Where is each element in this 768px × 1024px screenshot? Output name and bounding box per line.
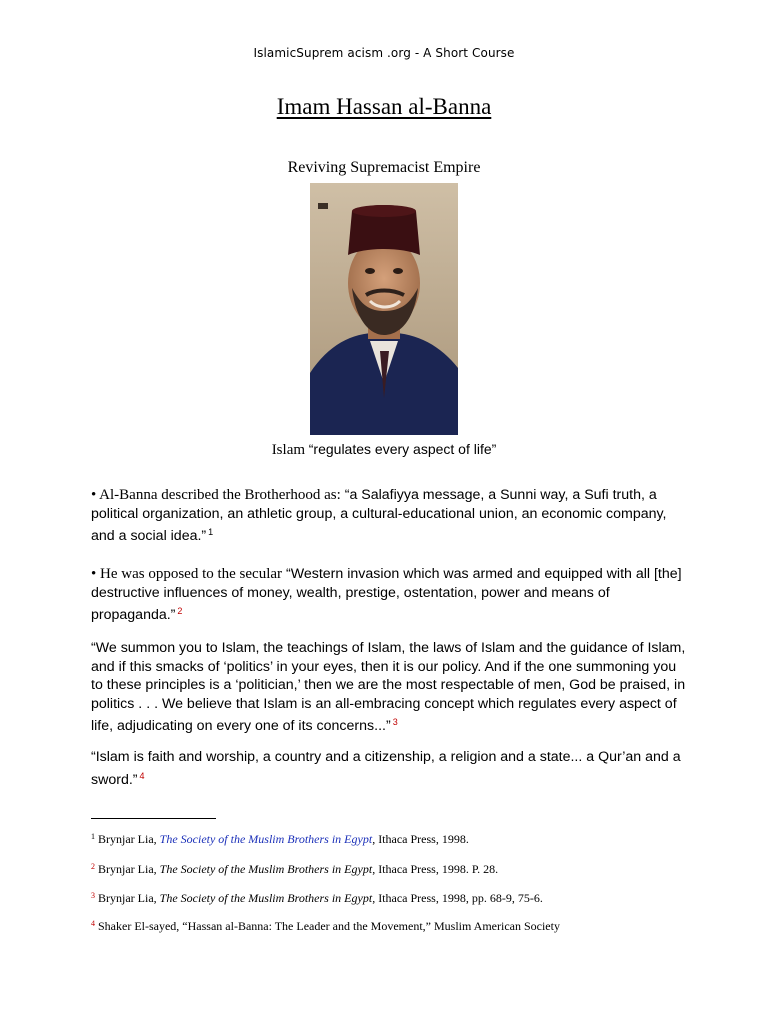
footnote-number: 2 — [91, 862, 95, 871]
footnote-ref-3[interactable]: 3 — [392, 717, 398, 727]
footnote-number: 3 — [91, 891, 95, 900]
paragraph-faith — [91, 748, 691, 789]
footnote-ref-4[interactable]: 4 — [139, 770, 145, 781]
footnote-2 — [91, 860, 711, 876]
paragraph-lead: • Al-Banna described the Brotherhood as: — [91, 487, 341, 503]
paragraph-western-invasion — [91, 565, 691, 625]
page-title: Imam Hassan al-Banna — [276, 94, 492, 119]
caption-lead: Islam — [271, 442, 309, 458]
portrait-photo — [310, 183, 458, 435]
footnote-number: 1 — [91, 832, 95, 841]
footnote-author: Brynjar Lia, — [98, 891, 160, 905]
footnote-book: The Society of the Muslim Brothers in Egypt — [159, 891, 373, 905]
footnote-ref-1[interactable]: 1 — [208, 527, 214, 537]
footnote-3 — [91, 889, 711, 905]
footnote-rest: , Ithaca Press, 1998, pp. 68-9, 75-6. — [372, 891, 543, 905]
page-subtitle: Reviving Supremacist Empire — [287, 159, 481, 176]
footnote-number: 4 — [91, 919, 95, 928]
paragraph-quote: “Western invasion which was armed and equipped with all [the] destructive influences of money, wealth, prestige, ostentation, power and means of propaganda.” — [91, 566, 682, 623]
photo-caption — [0, 441, 768, 459]
caption-quote: “regulates every aspect of life” — [308, 441, 497, 457]
paragraph-quote: “We summon you to Islam, the teachings of Islam, the laws of Islam and the guidance of Islam, and if this smacks of ‘politics’ in your eyes, then it is our policy. And if the one summoning you to these principles is a ‘politician,’ then we are the most respectable of men, God be praised, in politics . . . We believe that Islam is an all-embracing concept which regulates every aspect of life, adjudicating on every one of its concerns...” — [91, 640, 686, 734]
footnote-4 — [91, 917, 711, 933]
paragraph-brotherhood — [91, 486, 691, 546]
paragraph-summon — [91, 639, 691, 736]
paragraph-quote: “Islam is faith and worship, a country and a citizenship, a religion and a state... a Qur’an and a sword.” — [91, 749, 681, 788]
footnote-book: The Society of the Muslim Brothers in Egypt — [159, 862, 373, 876]
footnote-author: Brynjar Lia, — [98, 832, 160, 846]
paragraph-lead: • He was opposed to the secular — [91, 566, 283, 582]
paragraph-quote: “a Salafiyya message, a Sunni way, a Sufi truth, a political organization, an athletic group, a cultural-educational union, an economic company, and a social idea.” — [91, 487, 667, 544]
site-header: IslamicSuprem acism .org - A Short Course — [253, 46, 515, 60]
footnote-rest: , Ithaca Press, 1998. — [372, 832, 469, 846]
footnote-1 — [91, 830, 711, 846]
footnote-author: Brynjar Lia, — [98, 862, 160, 876]
footnote-ref-2[interactable]: 2 — [177, 606, 183, 616]
portrait-image — [310, 183, 458, 435]
footnote-rest: , Ithaca Press, 1998. P. 28. — [372, 862, 499, 876]
footnote-book-link[interactable]: The Society of the Muslim Brothers in Egypt — [159, 832, 373, 846]
footnote-divider — [91, 818, 216, 819]
footnote-text: Shaker El-sayed, “Hassan al-Banna: The Leader and the Movement,” Muslim American Society — [98, 919, 560, 933]
